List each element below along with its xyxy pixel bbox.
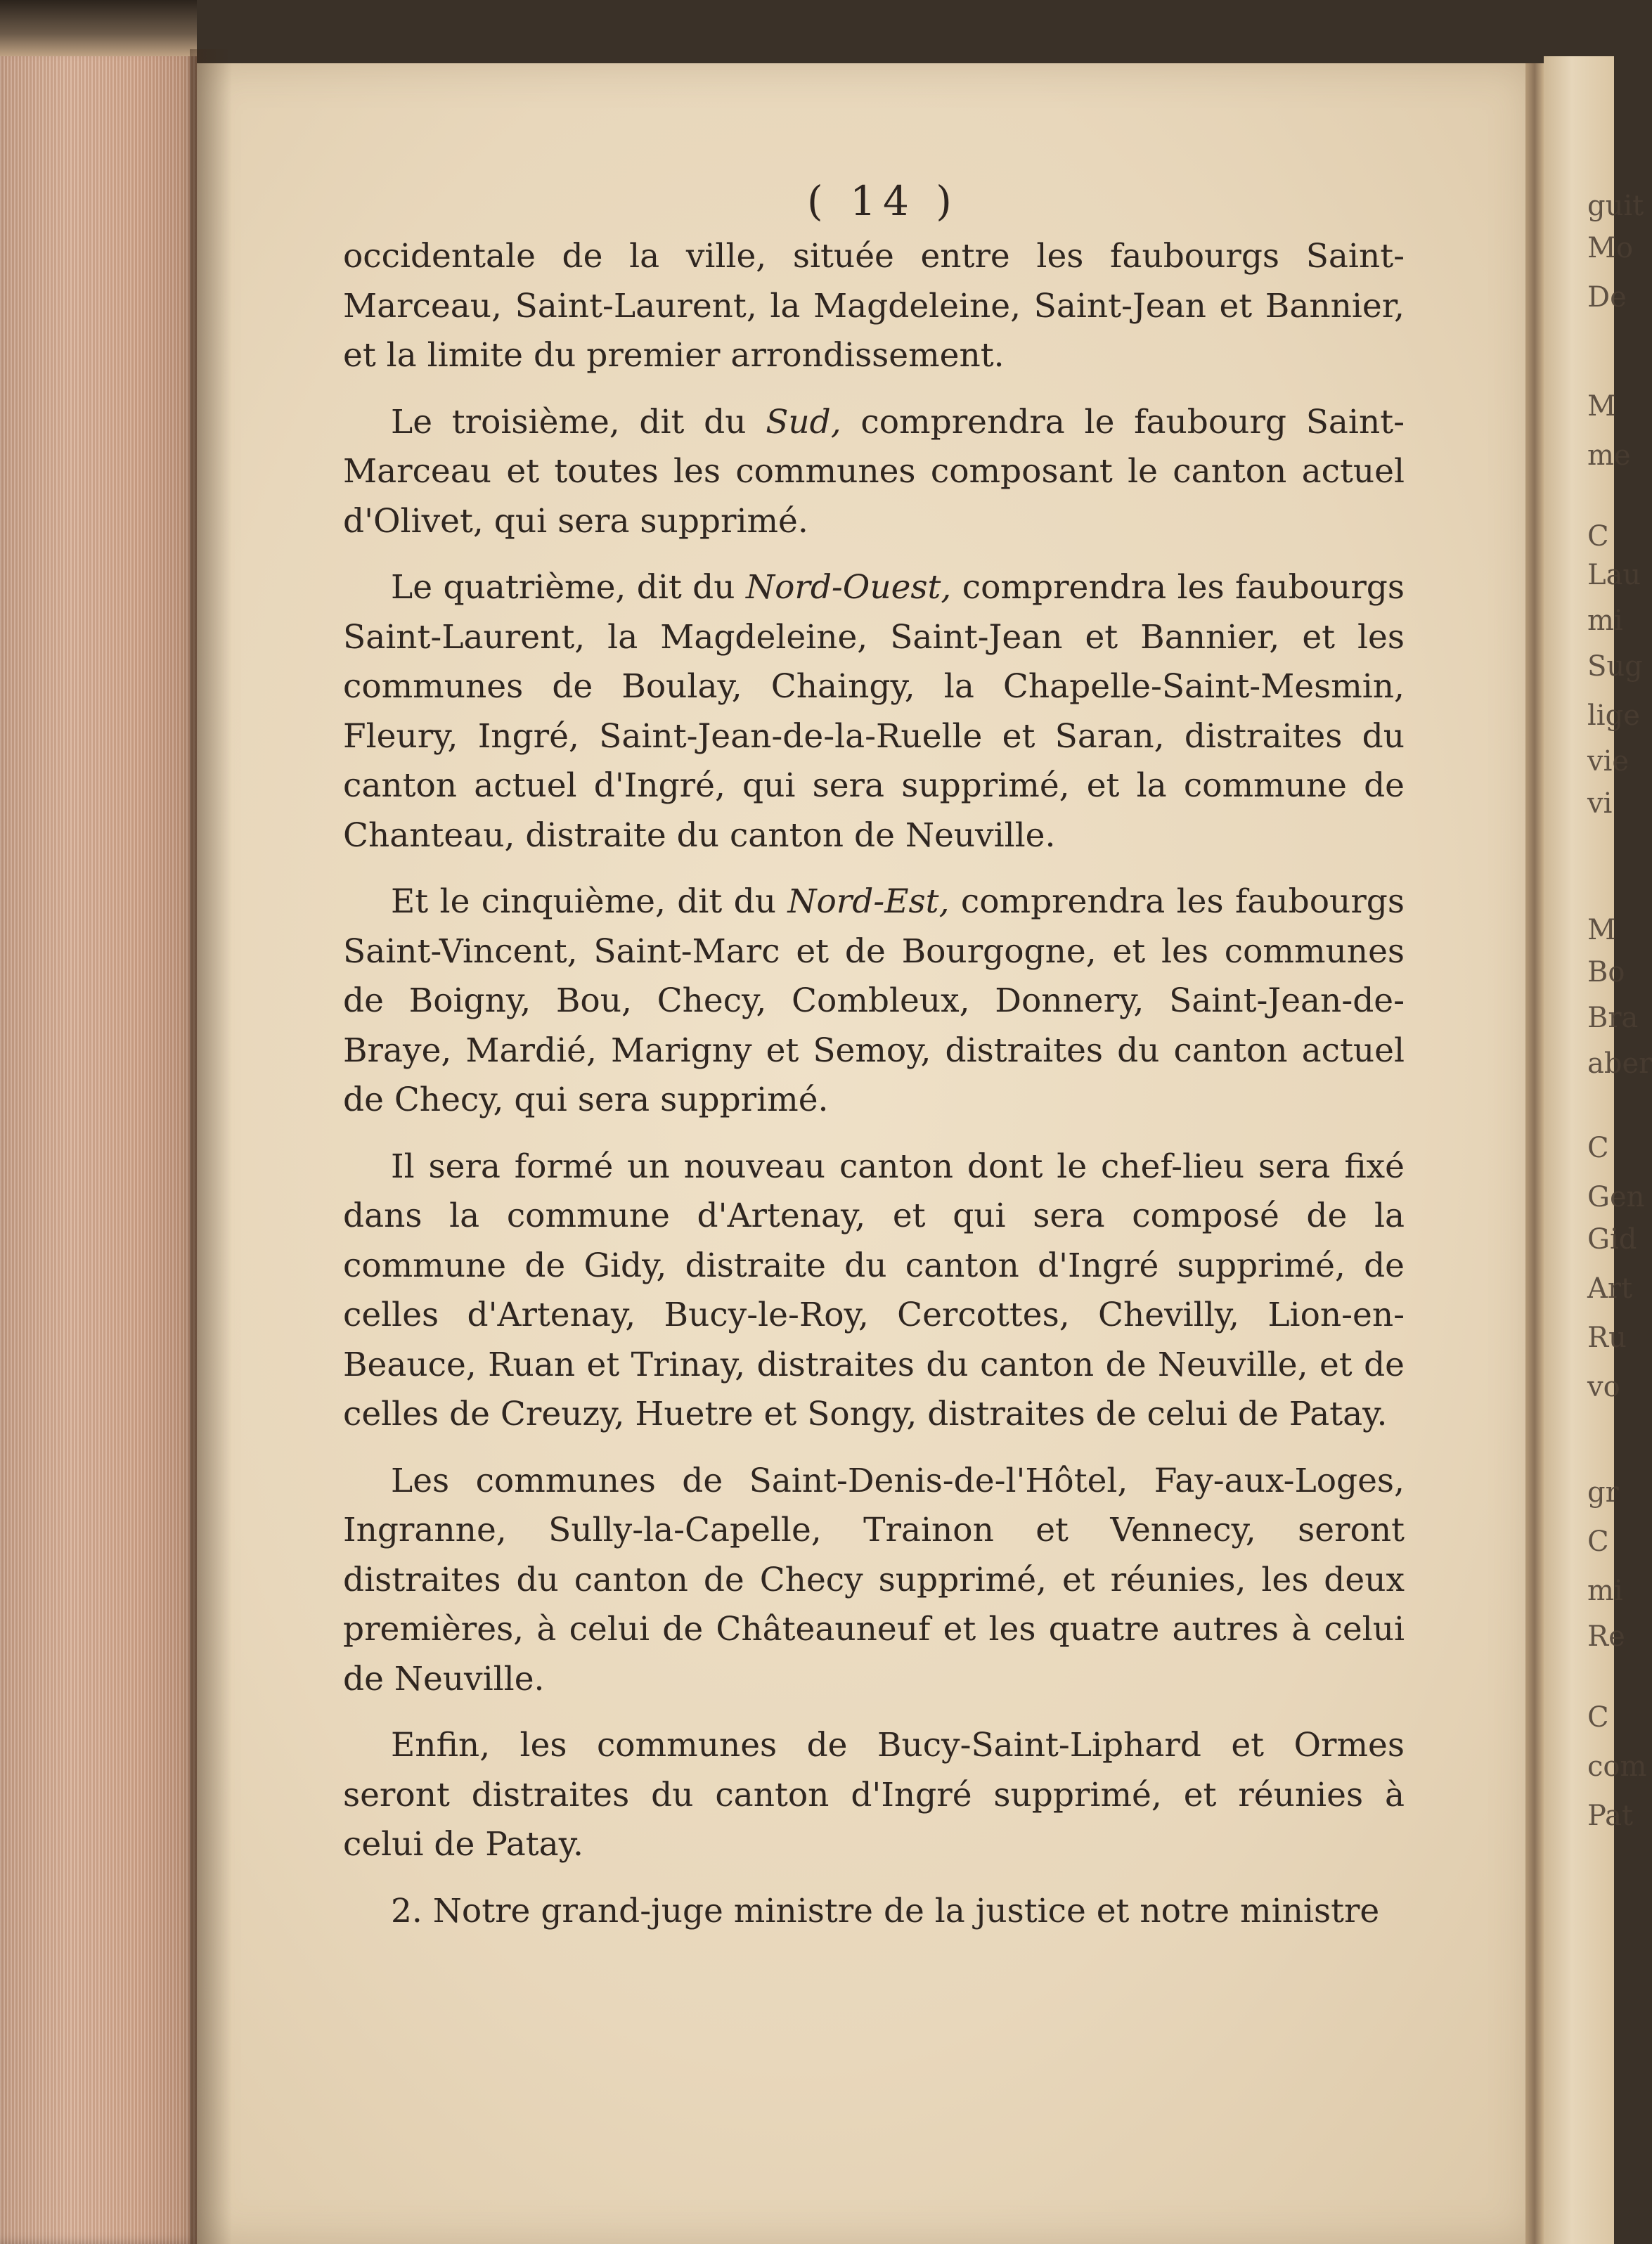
paragraph-checy-communes: Les communes de Saint-Denis-de-l'Hôtel, Fay-aux-Loges, Ingranne, Sully-la-Capelle, Trainon et Vennecy, seront distraites du canton de Checy supprimé, et réunies, les deux premières, à celui de Châteauneuf et les quatre autres à celui de Neuville. [343,1461,1405,1698]
book-block-top [0,0,197,56]
facing-page-text-fragment: C [1587,520,1609,553]
facing-page-text-fragment: M [1587,390,1616,423]
facing-page-text-fragment: vo [1587,1371,1620,1403]
facing-page-text-fragment: com [1587,1750,1647,1783]
facing-page-text-fragment: C [1587,1526,1609,1558]
canton-name-nord-ouest: Nord-Ouest, [745,568,952,607]
paragraph-sud: Le troisième, dit du Sud, comprendra le faubourg Saint-Marceau et toutes les communes composant le canton actuel d'Olivet, qui sera supprimé. [343,402,1405,541]
facing-page-text-fragment: Re [1587,1620,1625,1653]
facing-page-text-fragment: De [1587,281,1627,314]
facing-page-text-fragment: Sug [1587,650,1643,683]
facing-page-text-fragment: Lau [1587,559,1641,591]
paragraph-nord-ouest: Le quatrième, dit du Nord-Ouest, comprendra les faubourgs Saint-Laurent, la Magdeleine, Saint-Jean et Bannier, et les communes de Boulay, Chaingy, la Chapelle-Saint-Mesmin, Fleury, Ingré, Saint-Jean-de-la-Ruelle et Saran, distraites du canton actuel d'Ingré, qui sera supprimé, et la commune de Chanteau, distraite du canton de Neuville. [343,568,1405,855]
gutter-shadow [190,49,232,2244]
paragraph-nord-est: Et le cinquième, dit du Nord-Est, comprendra les faubourgs Saint-Vincent, Saint-Marc et de Bourgogne, et les communes de Boigny, Bou, Checy, Combleux, Donnery, Saint-Jean-de-Braye, Mardié, Marigny et Semoy, distraites du canton actuel de Checy, qui sera supprimé. [343,882,1405,1119]
body-text [343,232,1405,1953]
page-number: ( 14 ) [807,177,959,225]
facing-page-text-fragment: C [1587,1132,1609,1164]
facing-page-text-fragment: lige [1587,699,1640,732]
facing-page-text-fragment: C [1587,1701,1609,1734]
facing-page-text-fragment: Gen [1587,1181,1645,1213]
facing-page-text-fragment: Bo [1587,956,1625,988]
facing-page-text-fragment: me [1587,439,1631,472]
facing-page-text-fragment: gr [1587,1476,1619,1509]
canton-name-sud: Sud, [766,402,841,441]
canton-name-nord-est: Nord-Est, [787,882,950,921]
facing-page-text-fragment: mi [1587,1575,1623,1607]
facing-page-text-fragment: mi [1587,605,1623,637]
paragraph-enfin: Enfin, les communes de Bucy-Saint-Liphard et Ormes seront distraites du canton d'Ingré supprimé, et réunies à celui de Patay. [343,1726,1405,1864]
page-block-edges [0,49,197,2244]
facing-page-text-fragment: Pat [1587,1800,1634,1832]
facing-page-text-fragment: aber [1587,1047,1652,1080]
paragraph-continuation: occidentale de la ville, située entre les faubourgs Saint-Marceau, Saint-Laurent, la Magdeleine, Saint-Jean et Bannier, et la limite du premier arrondissement. [343,237,1405,375]
facing-page-gutter [1525,63,1544,2244]
facing-page-text-fragment: Art [1587,1272,1633,1305]
facing-page-text-fragment: guit [1587,190,1644,222]
facing-page-text-fragment: Bra [1587,1002,1639,1034]
facing-page-text-fragment: Gid [1587,1223,1637,1256]
article-2: 2. Notre grand-juge ministre de la justice et notre ministre [391,1891,1380,1930]
facing-page-text-fragment: M [1587,914,1616,946]
facing-page-sliver [1544,56,1652,2244]
paragraph-artenay: Il sera formé un nouveau canton dont le chef-lieu sera fixé dans la commune d'Artenay, et qui sera composé de la commune de Gidy, distraite du canton d'Ingré supprimé, de celles d'Artenay, Bucy-le-Roy, Cercottes, Chevilly, Lion-en-Beauce, Ruan et Trinay, distraites du canton de Neuville, et de celles de Creuzy, Huetre et Songy, distraites de celui de Patay. [343,1147,1405,1433]
facing-page-text-fragment: Ru [1587,1322,1627,1354]
facing-page-text-fragment: vie [1587,745,1630,778]
facing-page-text-fragment: Mo [1587,232,1634,264]
facing-page-text-fragment: vi [1587,787,1613,820]
